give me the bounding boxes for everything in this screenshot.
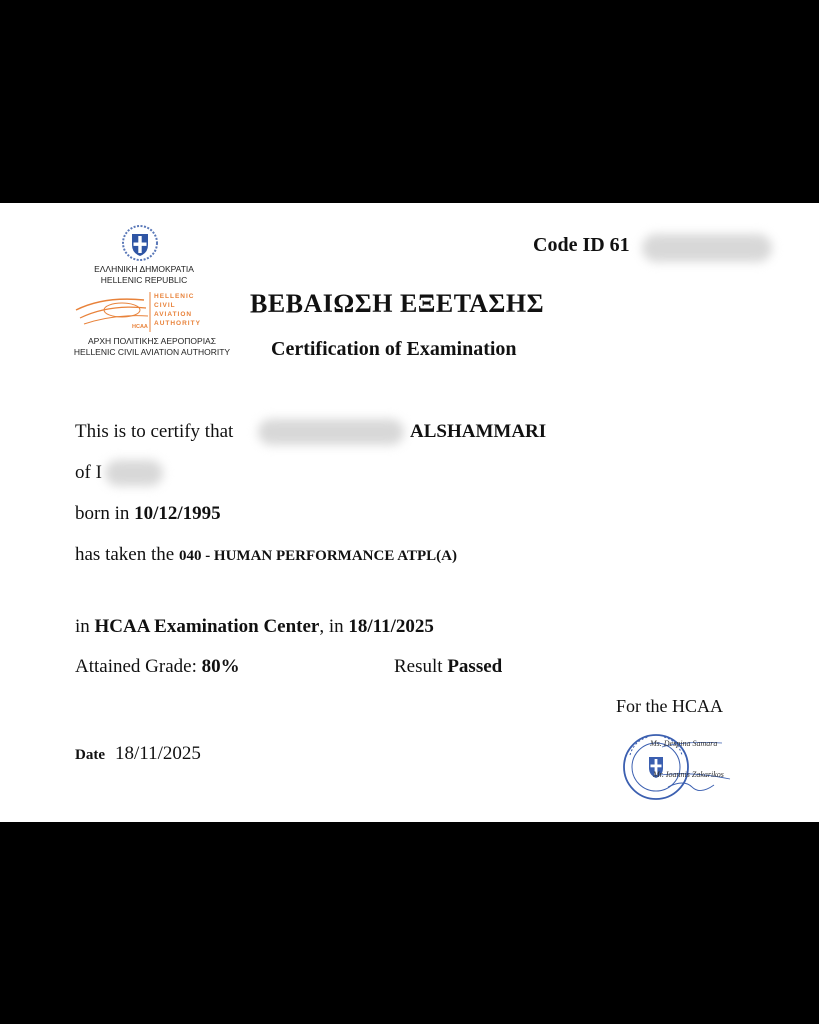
center-separator: , in bbox=[319, 616, 344, 637]
date-value: 18/11/2025 bbox=[115, 743, 201, 764]
redacted-code bbox=[642, 234, 772, 262]
born-label: born in bbox=[75, 503, 130, 524]
exam-date: 18/11/2025 bbox=[348, 616, 434, 637]
in-label: in bbox=[75, 616, 90, 637]
exam-center: HCAA Examination Center bbox=[94, 616, 320, 637]
date-label: Date bbox=[75, 747, 105, 763]
government-name: ΕΛΛΗΝΙΚΗ ΔΗΜΟΚΡΑΤΙΑ HELLENIC REPUBLIC bbox=[94, 264, 194, 285]
signature-2: Mr. Ioannis Zakarikos bbox=[653, 770, 724, 779]
birth-line bbox=[75, 503, 221, 525]
subject-line bbox=[75, 544, 457, 566]
hcaa-logo bbox=[74, 288, 214, 334]
birth-date: 10/12/1995 bbox=[134, 503, 221, 524]
grade-line bbox=[75, 656, 240, 678]
result-label: Result bbox=[394, 656, 443, 677]
certificate-page bbox=[0, 203, 819, 822]
title-english: Certification of Examination bbox=[271, 338, 517, 360]
redacted-first-name bbox=[258, 419, 404, 445]
exam-subject: 040 - HUMAN PERFORMANCE ATPL(A) bbox=[178, 548, 457, 564]
svg-text:AUTHORITY: AUTHORITY bbox=[154, 320, 201, 327]
taken-label: has taken the bbox=[75, 544, 175, 565]
center-line bbox=[75, 616, 434, 638]
result-line bbox=[394, 656, 502, 678]
surname: ALSHAMMARI bbox=[410, 421, 547, 442]
svg-text:AVIATION: AVIATION bbox=[154, 311, 193, 318]
authority-name: ΑΡΧΗ ΠΟΛΙΤΙΚΗΣ ΑΕΡΟΠΟΡΙΑΣ HELLENIC CIVIL AVIATION AUTHORITY bbox=[73, 336, 231, 357]
certify-text: This is to certify that bbox=[75, 421, 234, 442]
svg-text:CIVIL: CIVIL bbox=[154, 302, 176, 309]
svg-text:HELLENIC: HELLENIC bbox=[154, 293, 195, 300]
code-id: Code ID 61 bbox=[533, 234, 630, 256]
origin-text: of I bbox=[75, 462, 102, 483]
title-greek: ΒΕΒΑΙΩΣΗ ΕΞΕΤΑΣΗΣ bbox=[250, 289, 545, 318]
for-hcaa-label: For the HCAA bbox=[616, 696, 723, 716]
grade-value: 80% bbox=[201, 656, 240, 677]
grade-label: Attained Grade: bbox=[75, 656, 197, 677]
result-value: Passed bbox=[447, 656, 503, 677]
issue-date-line bbox=[75, 743, 201, 765]
redacted-origin bbox=[105, 460, 163, 486]
svg-text:HCAA: HCAA bbox=[132, 324, 148, 330]
greek-coat-of-arms-icon bbox=[121, 224, 159, 262]
signature-1: Ms. Despina Samara bbox=[650, 739, 718, 748]
